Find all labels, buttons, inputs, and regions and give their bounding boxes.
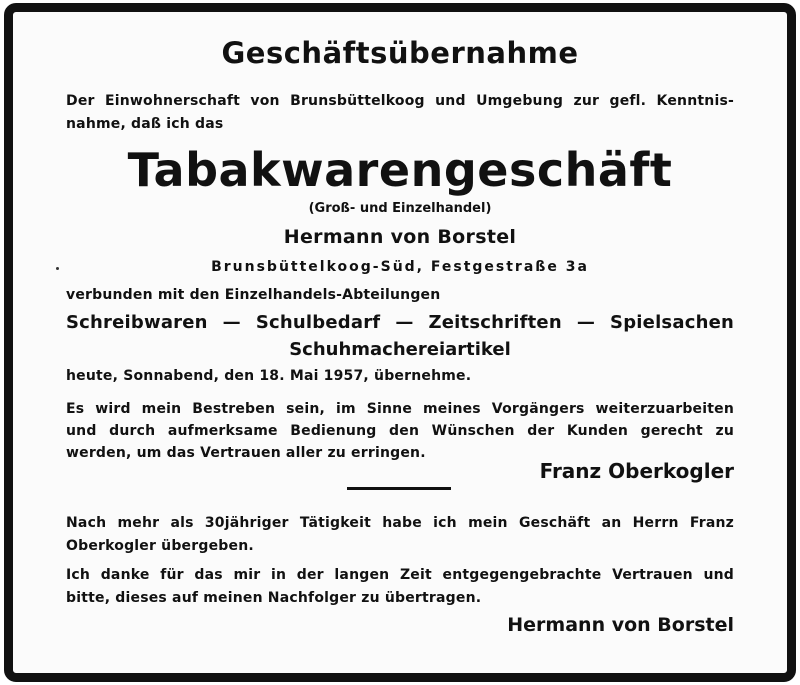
new-owner-signature: Franz Oberkogler [539,459,734,483]
departments-line: Schreibwaren — Schulbedarf — Zeitschriften — Spielsachen [66,312,734,333]
handover-line-2: Oberkogler übergeben. [66,538,254,554]
intro-line-1: Der Einwohnerschaft von Brunsbüttelkoog und Umgebung zur gefl. Kenntnis- [66,93,734,109]
connected-line: verbunden mit den Einzelhandels-Abteilungen [66,287,441,303]
departments-line-2: Schuhmachereiartikel [289,339,511,360]
takeover-date-line: heute, Sonnabend, den 18. Mai 1957, übernehme. [66,368,472,384]
statement-line-1: Es wird mein Bestreben sein, im Sinne meines Vorgängers weiterzuarbeiten [66,401,734,417]
thanks-line-1: Ich danke für das mir in der langen Zeit entgegengebrachte Vertrauen und [66,567,734,583]
shop-name: Tabakwarengeschäft [127,143,673,197]
intro-line-2: nahme, daß ich das [66,116,224,132]
statement-line-2: und durch aufmerksame Bedienung den Wünschen der Kunden gerecht zu [66,423,734,439]
handover-line-1: Nach mehr als 30jähriger Tätigkeit habe ich mein Geschäft an Herrn Franz [66,515,734,531]
shop-address: Brunsbüttelkoog-Süd, Festgestraße 3a [211,259,589,275]
print-speck [56,267,59,270]
old-owner-signature: Hermann von Borstel [507,614,734,636]
separator-rule [347,487,451,490]
ad-headline: Geschäftsübernahme [221,36,579,70]
thanks-line-2: bitte, dieses auf meinen Nachfolger zu übertragen. [66,590,482,606]
shop-subtitle: (Groß- und Einzelhandel) [308,201,492,216]
previous-owner-name: Hermann von Borstel [283,226,517,248]
statement-line-3: werden, um das Vertrauen aller zu erringen. [66,445,426,461]
